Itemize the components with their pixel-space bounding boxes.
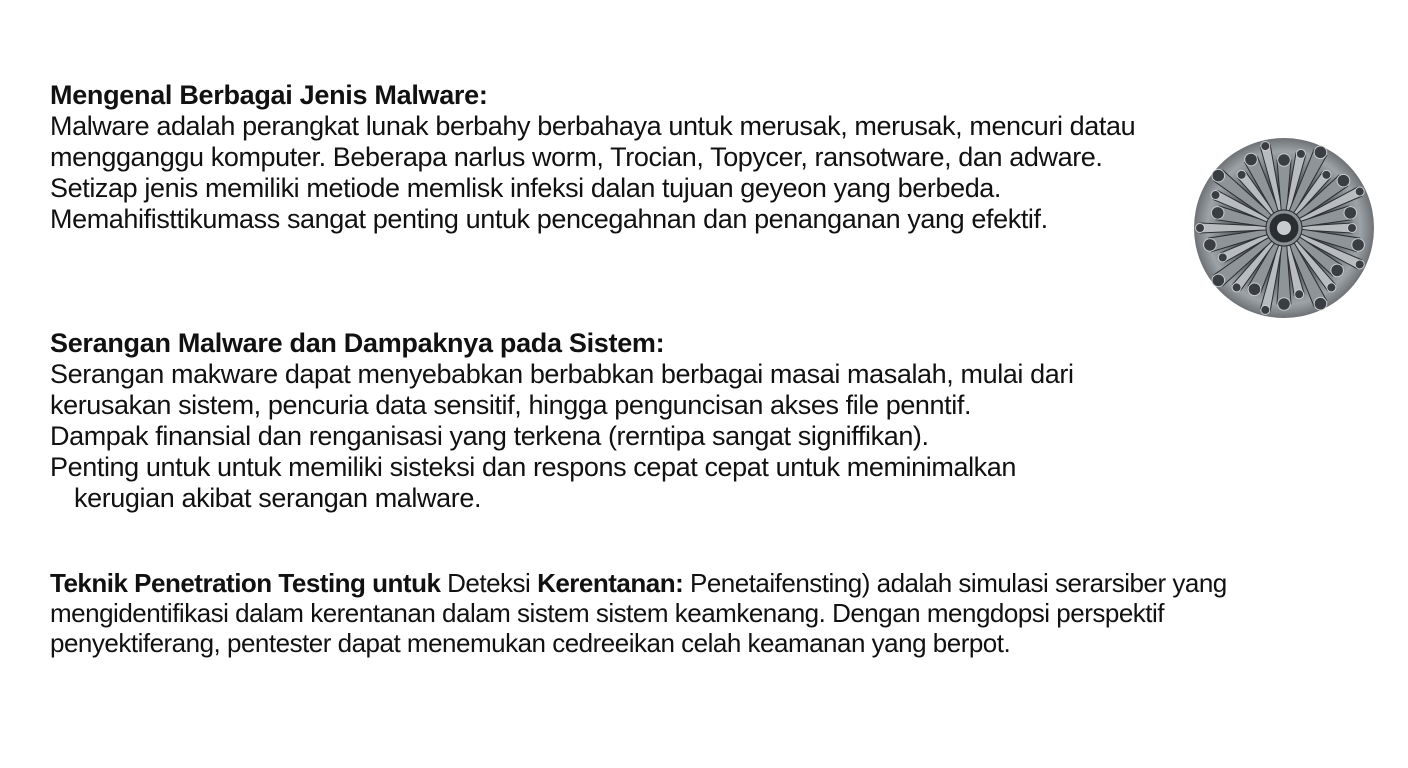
virus-spike-tip xyxy=(1278,154,1291,167)
virus-spike-tip xyxy=(1261,142,1270,151)
virus-spike-tip xyxy=(1196,224,1205,233)
inline-text: Deteksi xyxy=(447,568,538,598)
virus-spike-tip xyxy=(1212,274,1225,287)
inline-text: Penetaifensting) adalah simulasi serarsiber yang xyxy=(689,568,1227,598)
section-heading: Mengenal Berbagai Jenis Malware: xyxy=(50,80,488,110)
virus-spike-tip xyxy=(1344,207,1357,220)
virus-spike-tip xyxy=(1296,149,1305,158)
paragraph-line: mengganggu komputer. Beberapa narlus worm, Trocian, Topycer, ransotware, dan adware. xyxy=(50,142,1103,172)
section-penetration-testing xyxy=(50,568,1340,658)
virus-spike-tip xyxy=(1278,298,1291,311)
inline-text: penyektiferang, pentester dapat menemukan cedreeikan celah keamanan yang berpot. xyxy=(50,628,1011,658)
virus-spike-tip xyxy=(1204,239,1217,252)
paragraph-line: Penting untuk untuk memiliki sisteksi dan respons cepat cepat untuk meminimalkan xyxy=(50,452,1016,482)
inline-heading-text: Teknik Penetration Testing untuk xyxy=(50,568,448,598)
section-malware-attacks xyxy=(50,328,1340,514)
virus-spike-tip xyxy=(1314,297,1327,310)
paragraph-line xyxy=(50,568,1340,598)
virus-spike-tip xyxy=(1211,207,1224,220)
paragraph-line: Dampak finansial dan renganisasi yang terkena (rerntipa sangat signiffikan). xyxy=(50,421,929,451)
virus-spike-tip xyxy=(1352,239,1365,252)
virus-spike-tip xyxy=(1331,264,1344,277)
virus-spike-tip xyxy=(1348,224,1357,233)
virus-spike-tip xyxy=(1314,146,1327,159)
virus-spike-tip xyxy=(1337,174,1350,187)
paragraph-line: Setizap jenis memiliki metiode memlisk infeksi dalan tujuan geyeon yang berbeda. xyxy=(50,173,1002,203)
virus-spike-tip xyxy=(1245,153,1258,166)
virus-spike-tip xyxy=(1261,305,1270,314)
paragraph-line: kerugian akibat serangan malware. xyxy=(74,483,482,513)
paragraph-line xyxy=(50,628,1340,658)
virus-spike-tip xyxy=(1218,253,1227,262)
inline-heading-text: Kerentanan: xyxy=(537,568,690,598)
virus-spike-tip xyxy=(1212,169,1225,182)
virus-spike-tip xyxy=(1355,260,1364,269)
virus-spike-tip xyxy=(1355,187,1364,196)
inline-text: mengidentifikasi dalam kerentanan dalam sistem sistem keamkenang. Dengan mengdopsi perspektif xyxy=(50,598,1165,628)
paragraph-line: Serangan makware dapat menyebabkan berbabkan berbagai masai masalah, mulai dari xyxy=(50,359,1074,389)
virus-spike-tip xyxy=(1322,170,1331,179)
virus-spike-tip xyxy=(1237,170,1246,179)
virus-spike-tip xyxy=(1327,283,1336,292)
virus-spike-tip xyxy=(1232,283,1241,292)
paragraph-line: kerusakan sistem, pencuria data sensitif, hingga penguncisan akses file penntif. xyxy=(50,390,972,420)
virus-core-center xyxy=(1277,221,1291,235)
paragraph-line xyxy=(50,598,1340,628)
virus-icon xyxy=(1192,136,1376,320)
virus-spike-tip xyxy=(1211,191,1220,200)
paragraph-line: Memahifisttikumass sangat penting untuk pencegahnan dan penanganan yang efektif. xyxy=(50,204,1048,234)
virus-spike-tip xyxy=(1295,290,1304,299)
paragraph-line: Malware adalah perangkat lunak berbahy berbahaya untuk merusak, merusak, mencuri datau xyxy=(50,111,1136,141)
section-malware-types xyxy=(50,80,1340,235)
section-heading: Serangan Malware dan Dampaknya pada Sistem: xyxy=(50,328,665,358)
virus-spike-tip xyxy=(1248,283,1261,296)
